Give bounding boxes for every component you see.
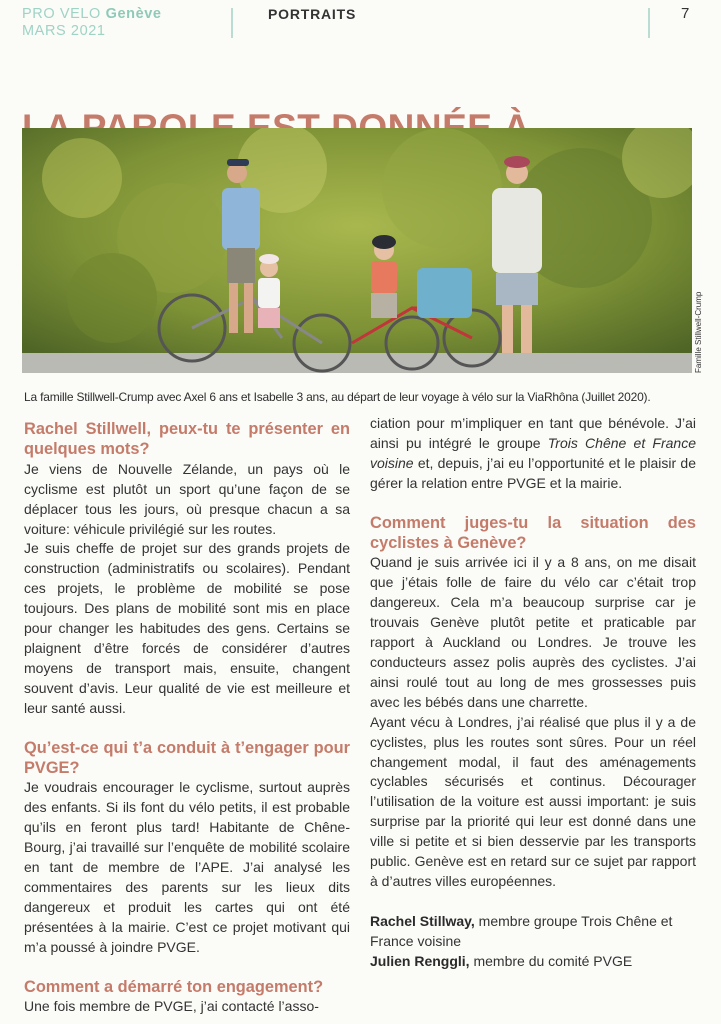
photo-illustration bbox=[22, 128, 692, 373]
family-photo bbox=[22, 128, 692, 373]
answer-paragraph: Quand je suis arrivée ici il y a 8 ans, on me disait que j’étais folle de faire du vélo car c’était trop dangereux. Cela m’a beaucoup surprise car je trouvais Genève plutôt petite et praticable par rapport à Auckland ou Londres. Je trouve les conducteurs assez polis auprès des cyclistes. J’ai ainsi roulé tout au long de mes grossesses puis avec les bébés dans une charrette. bbox=[370, 554, 696, 710]
brand-prefix: PRO VELO bbox=[22, 6, 106, 22]
question-heading: Comment a démarré ton engagement? bbox=[24, 977, 324, 996]
answer-paragraph bbox=[370, 414, 696, 494]
signature-name: Julien Renggli, bbox=[370, 952, 470, 969]
question-heading: Comment juges-tu la situation des cyclistes à Genève? bbox=[370, 513, 696, 552]
question-heading: Qu’est-ce qui t’a conduit à t’engager pour PVGE? bbox=[24, 738, 350, 777]
answer-paragraph: Je voudrais encourager le cyclisme, surtout auprès des enfants. Si ils font du vélo petits, il est probable qu’ils en feront plus tard! Habitante de Chêne-Bourg, j’ai travaillé sur l’enquête de mobilité scolaire en tant de membre de l’APE. J’ai analysé les commentaires des parents sur les lieux dits dangereux et produit les cartes qui ont été présentées à la mairie. C’est ce projet motivant qui m’a poussé à joindre PVGE. bbox=[24, 779, 350, 955]
question-heading: Rachel Stillwell, peux-tu te présenter en quelques mots? bbox=[24, 420, 350, 458]
bike-trailer bbox=[417, 268, 472, 318]
answer-paragraph: Je viens de Nouvelle Zélande, un pays où le cyclisme est plutôt un sport qu’une façon de se déplacer tous les jours, où presque chacun a sa voiture: véhicule privilégié sur les routes. bbox=[24, 460, 350, 537]
page-number: 7 bbox=[681, 5, 690, 22]
header-divider bbox=[231, 8, 233, 38]
answer-paragraph: Ayant vécu à Londres, j’ai réalisé que plus il y a de cyclistes, plus les routes sont sûres. Pour un réel changement modal, il faut des aménagements cyclables sécurisés et continus. Décourager l’utilisation de la voiture est aussi important: je suis surprise par la priorité qui leur est donné dans une ville si petite et si bien desservie par les transports public. Genève est en retard sur ce sujet par rapport à d’autres villes européennes. bbox=[370, 713, 696, 889]
issue-date: MARS 2021 bbox=[22, 23, 106, 39]
answer-text: ciation pour m’impliquer en tant que bénévole. J’ai ainsi pu intégré le groupe bbox=[370, 415, 696, 451]
signature-role: membre groupe Trois Chêne et France voisine bbox=[370, 912, 673, 949]
answer-paragraph: Je suis cheffe de projet sur des grands projets de construction (administratifs ou scolaires). Pendant ces projets, le problème de mobilité se pose toujours. Des plans de mobilité sont mis en place pour changer les habitudes des gens. Certains se plaignent d’être forcés de considérer d’autres moyens de transport mais, ensuite, changent souvent d’avis. Leur qualité de vie est meilleure et leur santé aussi. bbox=[24, 540, 350, 716]
article-column-right bbox=[370, 414, 696, 972]
publication-brand bbox=[22, 6, 162, 40]
photo-credit: Famille Stillwell-Crump bbox=[694, 291, 703, 373]
answer-paragraph: Une fois membre de PVGE, j’ai contacté l’asso- bbox=[24, 998, 319, 1015]
photo-caption: La famille Stillwell-Crump avec Axel 6 ans et Isabelle 3 ans, au départ de leur voyage à vélo sur la ViaRhôna (Juillet 2020). bbox=[24, 390, 651, 404]
signature bbox=[370, 912, 696, 952]
girl-figure bbox=[258, 254, 280, 328]
brand-city: Genève bbox=[105, 6, 162, 22]
signature bbox=[370, 952, 696, 972]
boy-figure bbox=[371, 235, 397, 318]
answer-text: et, depuis, j’ai eu l’opportunité et le plaisir de gérer la relation entre PVGE et la mairie. bbox=[370, 454, 696, 491]
article-column-left bbox=[24, 420, 350, 1017]
road bbox=[22, 353, 692, 373]
header-divider bbox=[648, 8, 650, 38]
section-label: PORTRAITS bbox=[268, 6, 357, 22]
signature-role: membre du comité PVGE bbox=[469, 952, 633, 969]
masthead bbox=[0, 0, 721, 50]
signature-name: Rachel Stillway, bbox=[370, 912, 475, 929]
group-name: Trois Chêne et France voisine bbox=[370, 434, 696, 471]
